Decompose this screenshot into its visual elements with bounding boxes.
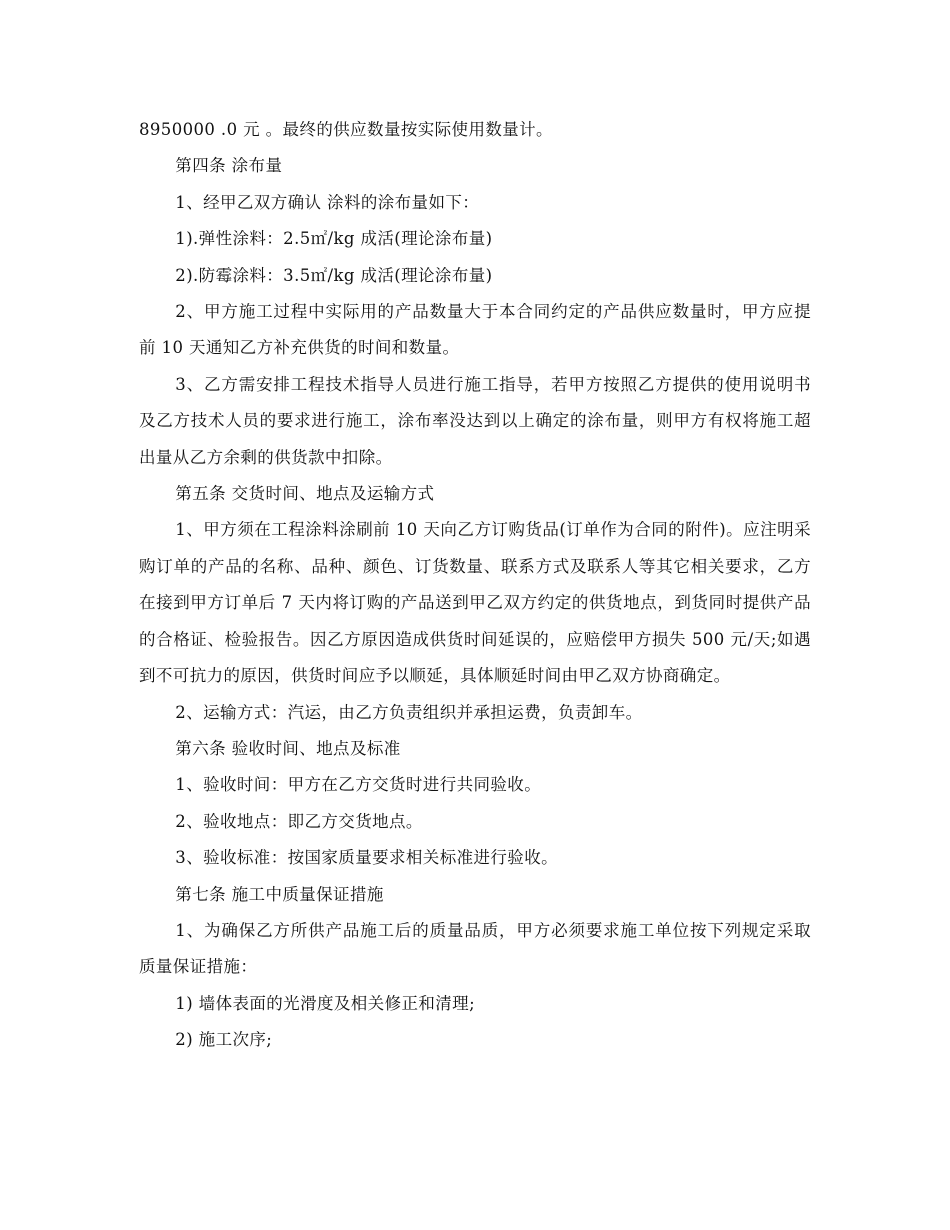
list-item-elastic-coating: 1).弹性涂料：2.5㎡/kg 成活(理论涂布量) — [175, 229, 493, 249]
list-item-wall-surface: 1) 墙体表面的光滑度及相关修正和清理; — [175, 993, 476, 1013]
list-item-mildew-coating: 2).防霉涂料：3.5㎡/kg 成活(理论涂布量) — [175, 265, 493, 285]
paragraph-delivery-order: 1、甲方须在工程涂料涂刷前 10 天向乙方订购货品(订单作为合同的附件)。应注明采购订单的产品的名称、品种、颜色、订货数量、联系方式及联系人等其它相关要求，乙方在接到甲方订单后 7 天内将订购的产品送到甲乙双方约定的供货地点，到货同时提供产品的合格证、检验报告。因乙方原因造成供货时间延误的，应赔偿甲方损失 500 元/天;如遇到不可抗力的原因，供货时间应予以顺延，具体顺延时间由甲乙双方协商确定。 — [139, 520, 811, 686]
paragraph-coverage-intro: 1、经甲乙双方确认 涂料的涂布量如下： — [175, 192, 480, 212]
paragraph-acceptance-place: 2、验收地点：即乙方交货地点。 — [175, 811, 423, 831]
list-item-construction-order: 2) 施工次序; — [175, 1030, 273, 1050]
paragraph-supply-notice: 2、甲方施工过程中实际用的产品数量大于本合同约定的产品供应数量时，甲方应提前 10 天通知乙方补充供货的时间和数量。 — [139, 302, 811, 358]
heading-article-7: 第七条 施工中质量保证措施 — [175, 884, 384, 904]
heading-article-5: 第五条 交货时间、地点及运输方式 — [175, 484, 435, 504]
paragraph-price-total: 8950000 .0 元 。最终的供应数量按实际使用数量计。 — [139, 120, 553, 139]
heading-article-4: 第四条 涂布量 — [175, 156, 283, 176]
document-body — [139, 112, 811, 1059]
paragraph-acceptance-time: 1、验收时间：甲方在乙方交货时进行共同验收。 — [175, 775, 542, 795]
paragraph-technical-guidance: 3、乙方需安排工程技术指导人员进行施工指导，若甲方按照乙方提供的使用说明书及乙方技术人员的要求进行施工，涂布率没达到以上确定的涂布量，则甲方有权将施工超出量从乙方余剩的供货款中扣除。 — [139, 374, 811, 467]
paragraph-acceptance-standard: 3、验收标准：按国家质量要求相关标准进行验收。 — [175, 848, 558, 868]
heading-article-6: 第六条 验收时间、地点及标准 — [175, 738, 401, 758]
paragraph-quality-measures: 1、为确保乙方所供产品施工后的质量品质，甲方必须要求施工单位按下列规定采取质量保证措施： — [139, 920, 811, 977]
paragraph-transport: 2、运输方式：汽运，由乙方负责组织并承担运费，负责卸车。 — [175, 702, 643, 722]
